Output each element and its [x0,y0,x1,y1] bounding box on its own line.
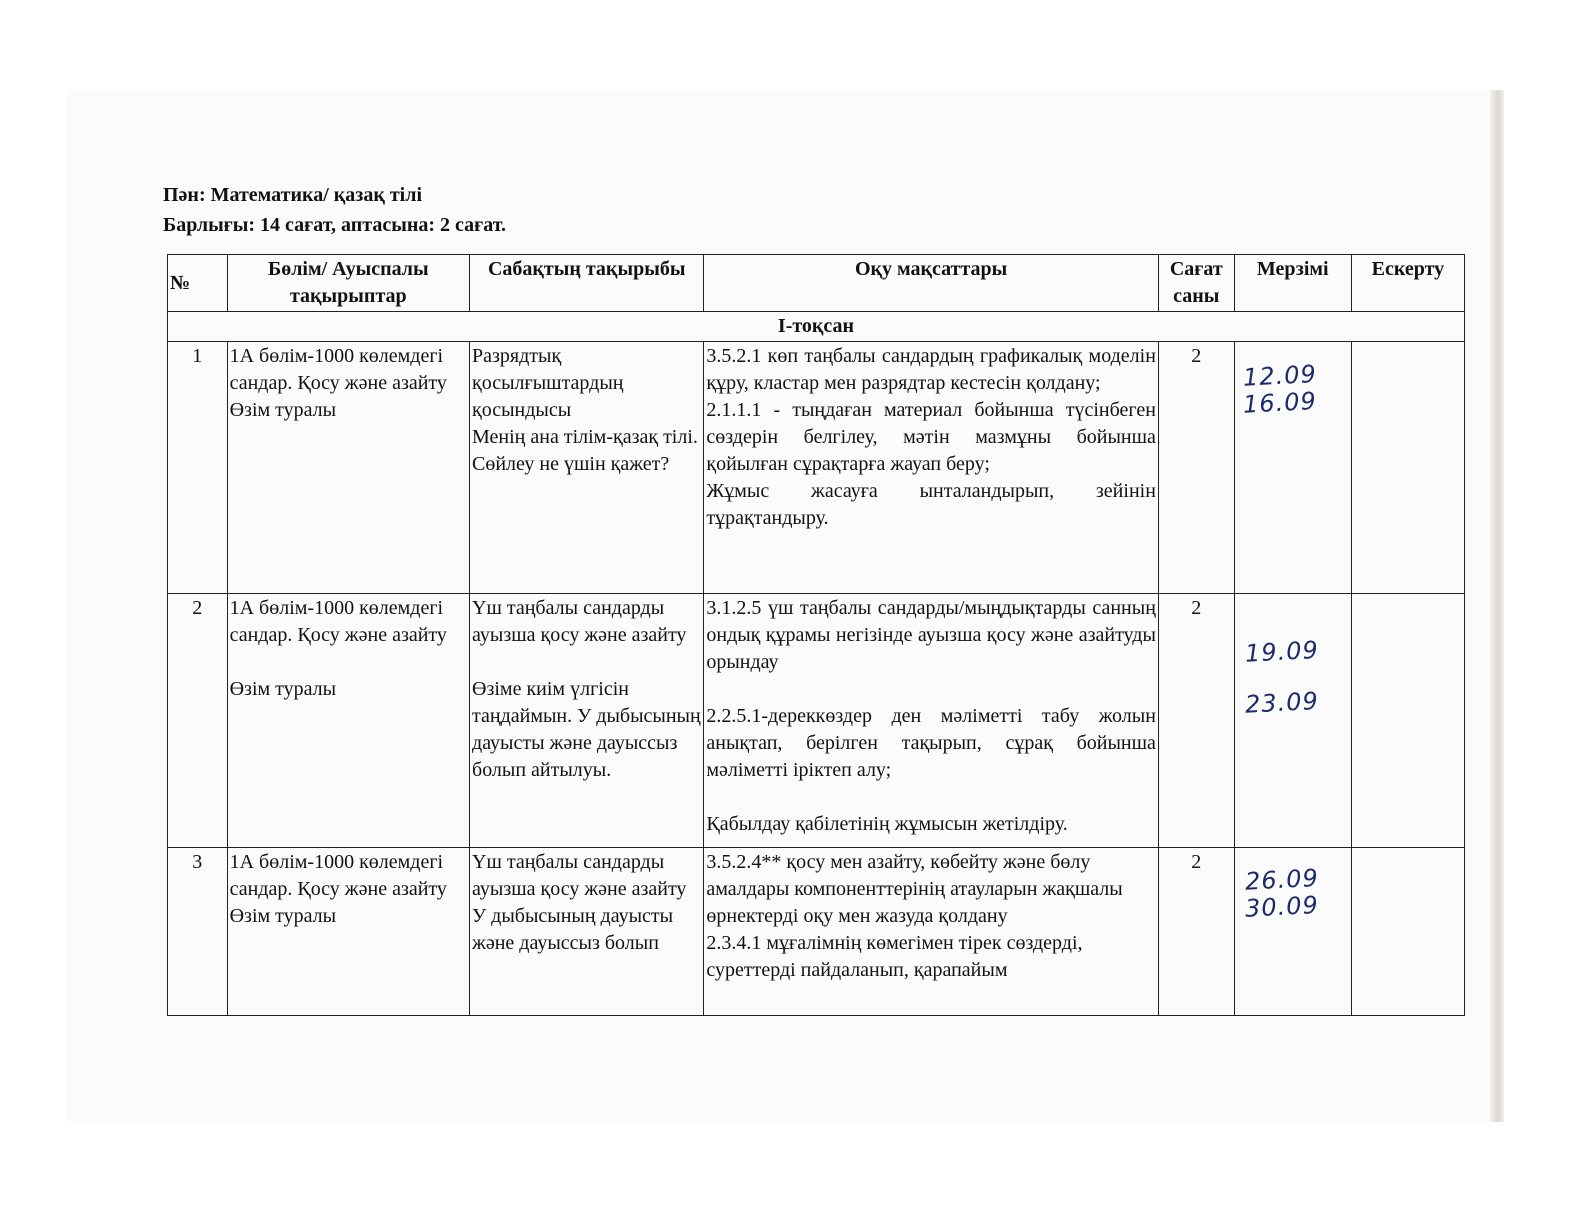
math-topic: Разрядтық қосылғыштардың қосындысы [472,345,624,421]
notes-cell [1351,342,1464,594]
handwritten-date: 16.09 [1241,386,1318,419]
column-header-number: № [168,255,228,312]
objectives-cell [704,848,1159,1016]
handwritten-date: 26.09 [1243,863,1320,896]
lesson-plan-table [167,254,1465,1016]
topic-cell [470,594,704,848]
hours-cell: 2 [1158,594,1234,848]
spacer [706,784,1156,811]
section-cell [227,848,469,1016]
objective-item: 2.2.5.1-дереккөздер ден мәліметті табу жолын анықтап, берілген тақырып, сұрақ бойынша мәліметті іріктеп алу; [706,705,1156,781]
objective-item: 3.5.2.1 көп таңбалы сандардың графикалық моделін құру, кластар мен разрядтар кестесін қолдану; [706,345,1156,394]
objective-item: 2.1.1.1 - тыңдаған материал бойынша түсінбеген сөздерін белгілеу, мәтін мазмұны бойынша қойылған сұрақтарға жауап беру; [706,399,1156,475]
section-cell [227,342,469,594]
hours-line: Барлығы: 14 сағат, аптасына: 2 сағат. [163,214,507,236]
hours-cell: 2 [1158,848,1234,1016]
spacer [230,649,467,676]
row-number: 3 [168,848,228,1016]
column-header-objectives: Оқу мақсаттары [704,255,1159,312]
table-row [168,848,1465,1016]
section-title: 1А бөлім-1000 көлемдегі сандар. Қосу және азайту [229,345,447,394]
column-header-hours: Сағат саны [1158,255,1234,312]
quarter-row [168,312,1465,342]
table-row [168,342,1465,594]
spacer [472,649,701,676]
table-header-row [168,255,1465,312]
paper-edge-shadow [1490,90,1504,1122]
objective-item: Жұмыс жасауға ынталандырып, зейінін тұрақтандыру. [706,480,1156,529]
math-topic: Үш таңбалы сандарды ауызша қосу және азайту [472,597,687,646]
column-header-notes: Ескерту [1351,255,1464,312]
notes-cell [1351,848,1464,1016]
handwritten-date: 19.09 [1243,635,1320,668]
spacer [706,676,1156,703]
subject-line: Пән: Математика/ қазақ тілі [163,184,423,206]
objective-item: Қабылдау қабілетінің жұмысын жетілдіру. [706,813,1068,835]
language-topic: У дыбысының дауысты және дауыссыз болып [472,905,674,954]
hours-cell: 2 [1158,342,1234,594]
notes-cell [1351,594,1464,848]
language-topic: Өзіме киім үлгісін таңдаймын. У дыбысының дауысты және дауыссыз болып айтылуы. [472,678,701,781]
cross-cutting-theme: Өзім туралы [229,678,337,700]
objective-item: 3.1.2.5 үш таңбалы сандарды/мыңдықтарды санның ондық құрамы негізінде ауызша қосу және азайтуды орындау [706,597,1156,673]
handwritten-date: 30.09 [1243,890,1320,923]
column-header-topic: Сабақтың тақырыбы [470,255,704,312]
quarter-label: І-тоқсан [168,312,1465,342]
dates-cell [1234,594,1351,848]
column-header-section: Бөлім/ Ауыспалы тақырыптар [227,255,469,312]
objectives-cell [704,594,1159,848]
handwritten-date: 23.09 [1243,686,1320,719]
objectives-cell [704,342,1159,594]
row-number: 1 [168,342,228,594]
objective-item: 2.3.4.1 мұғалімнің көмегімен тірек сөздерді, суреттерді пайдаланып, қарапайым [706,932,1083,981]
handwritten-date: 12.09 [1241,359,1318,392]
objective-item: 3.5.2.4** қосу мен азайту, көбейту және бөлу амалдары компоненттерінің атауларын жақшалы өрнектерді оқу мен жазуда қолдану [706,851,1123,927]
table-row [168,594,1465,848]
cross-cutting-theme: Өзім туралы [229,399,337,421]
math-topic: Үш таңбалы сандарды ауызша қосу және азайту [472,851,687,900]
section-cell [227,594,469,848]
language-topic: Менің ана тілім-қазақ тілі. Сөйлеу не үшін қажет? [472,426,698,475]
section-title: 1А бөлім-1000 көлемдегі сандар. Қосу және азайту [229,851,447,900]
dates-cell [1234,342,1351,594]
section-title: 1А бөлім-1000 көлемдегі сандар. Қосу және азайту [229,597,447,646]
dates-cell [1234,848,1351,1016]
topic-cell [470,342,704,594]
cross-cutting-theme: Өзім туралы [229,905,337,927]
column-header-dates: Мерзімі [1234,255,1351,312]
document-header [163,180,506,240]
row-number: 2 [168,594,228,848]
topic-cell [470,848,704,1016]
